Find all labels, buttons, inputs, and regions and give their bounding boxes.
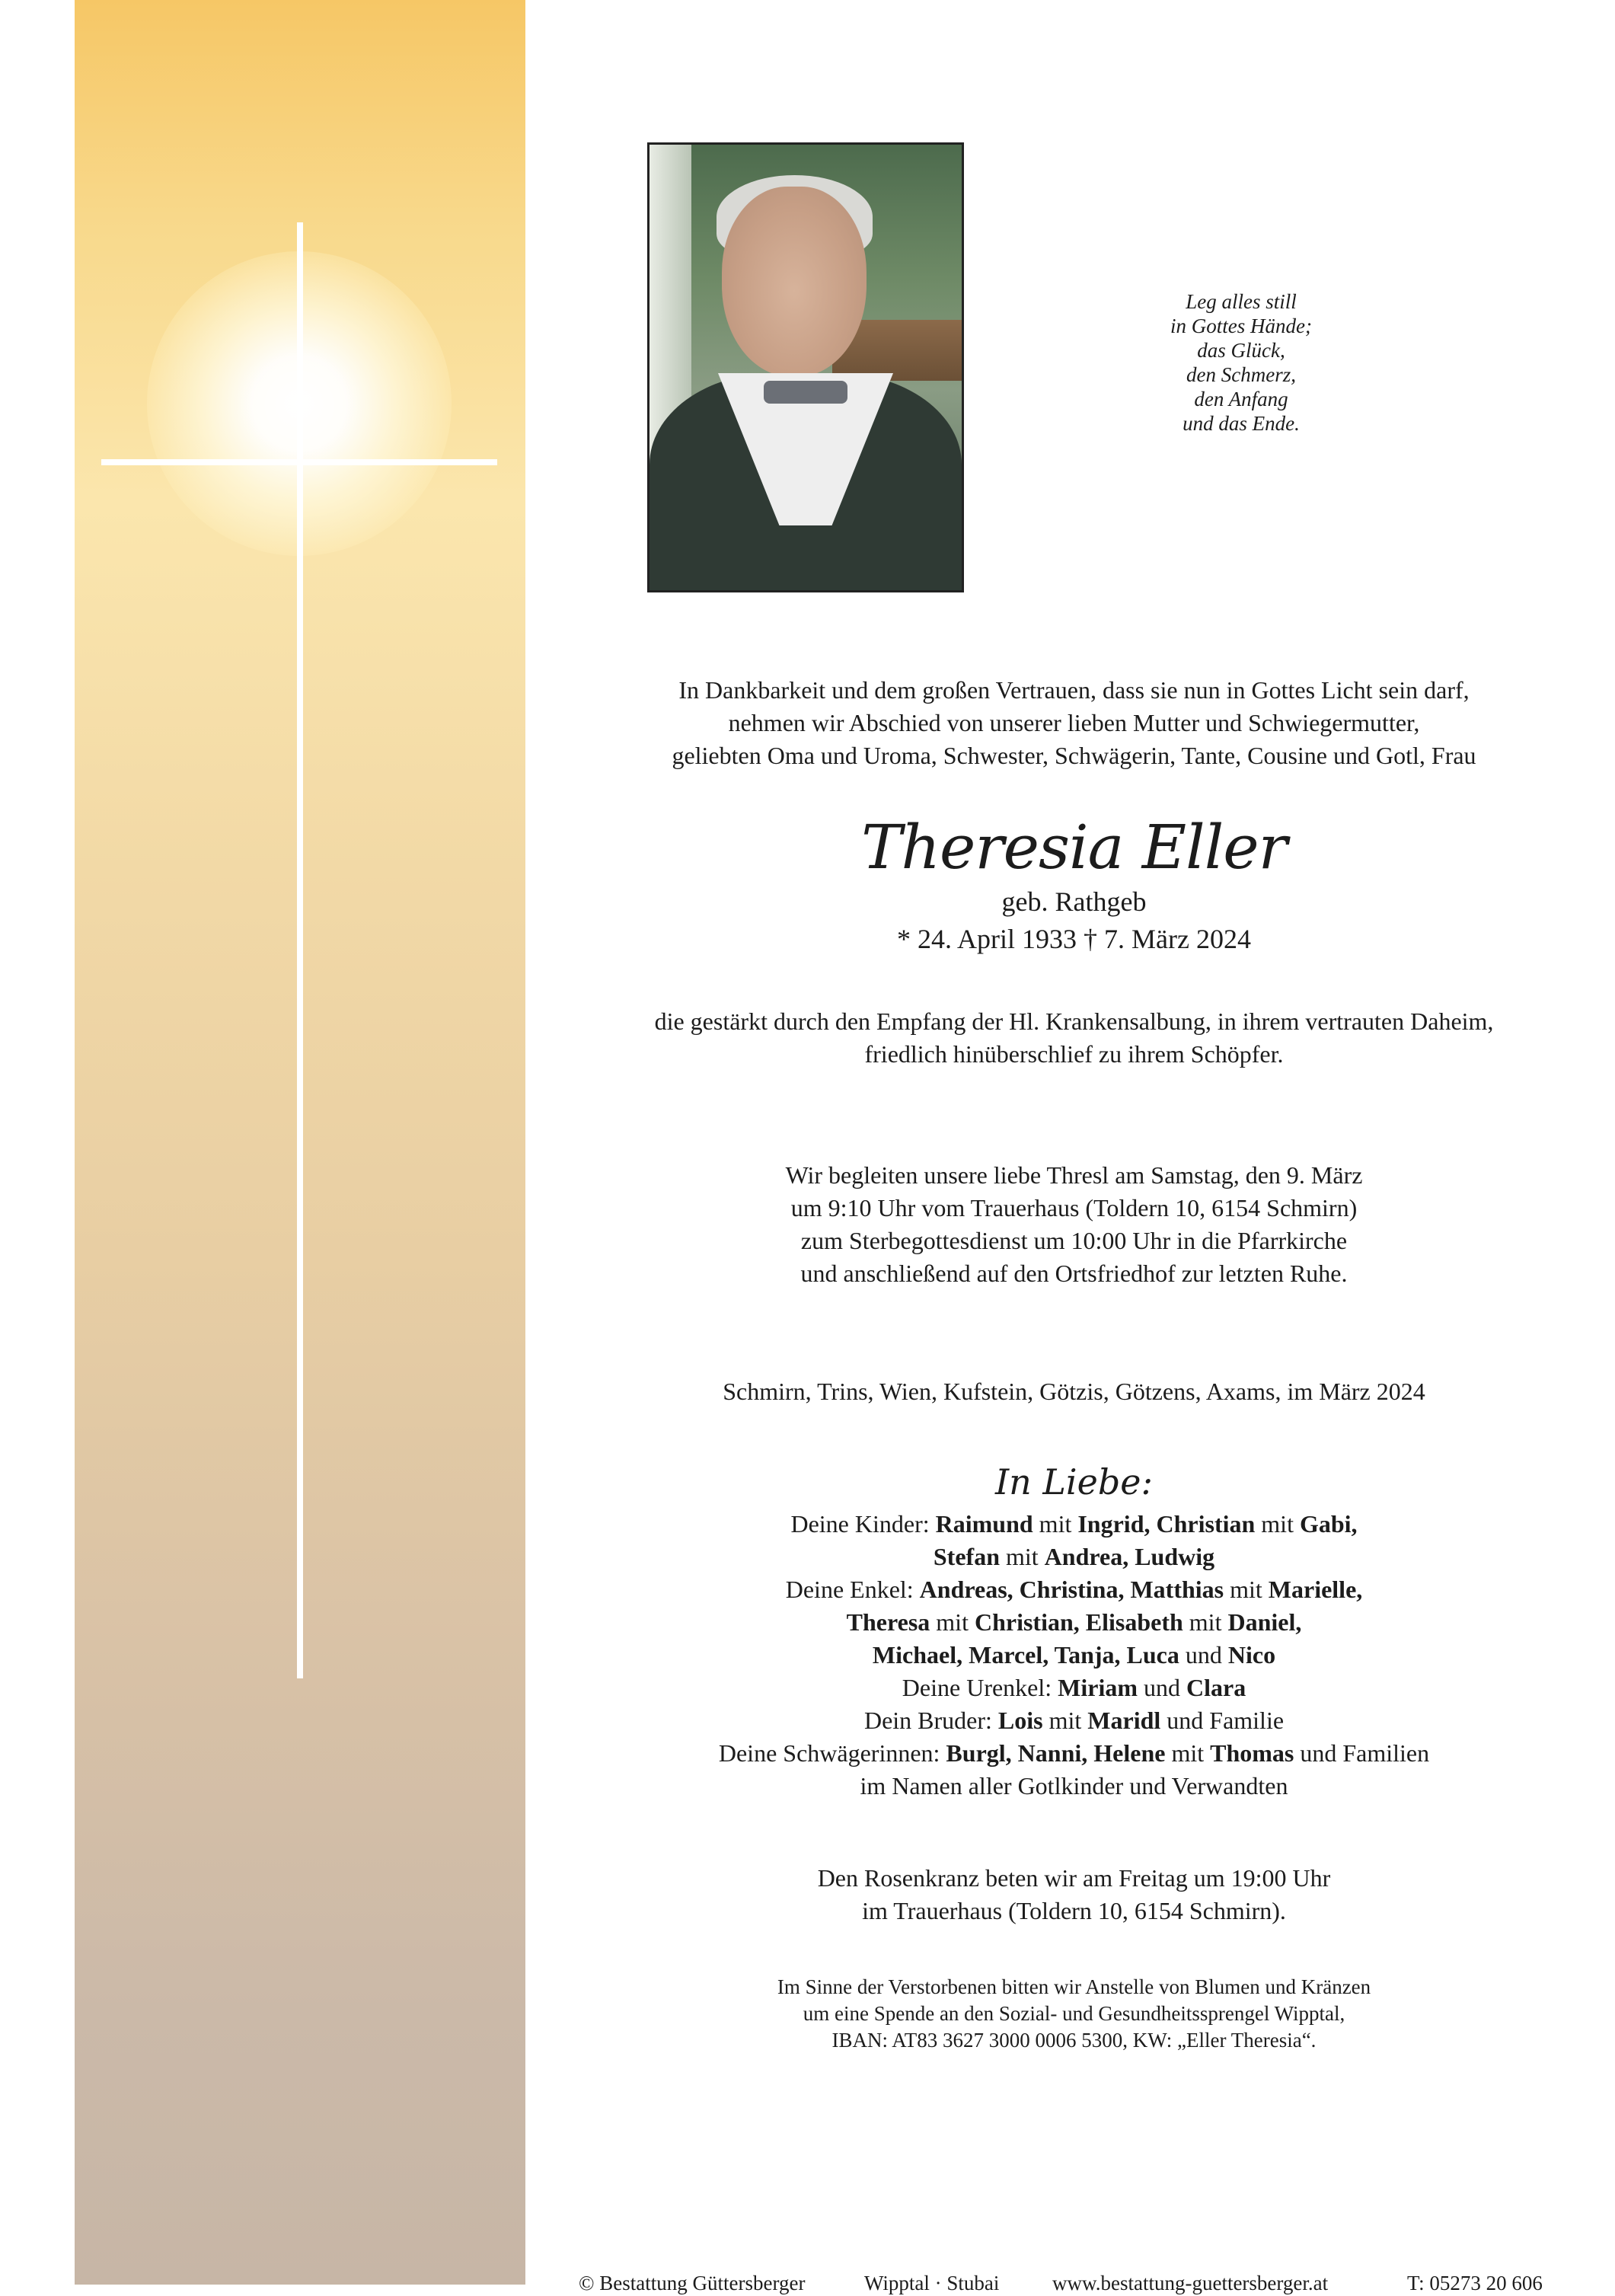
life-dates: * 24. April 1933 † 7. März 2024 — [897, 924, 1251, 954]
intro-line: geliebten Oma und Uroma, Schwester, Schwägerin, Tante, Cousine und Gotl, Frau — [672, 742, 1476, 769]
family-line-closing: im Namen aller Gotlkinder und Verwandten — [860, 1772, 1288, 1799]
passage-text — [533, 1005, 1615, 1071]
rosary-details — [533, 1862, 1615, 1927]
intro-line: In Dankbarkeit und dem großen Vertrauen, dass sie nun in Gottes Licht sein darf, — [678, 676, 1470, 704]
family-line-sisters-in-law: Deine Schwägerinnen: Burgl, Nanni, Helene mit Thomas und Familien — [718, 1739, 1430, 1767]
in-liebe-heading: In Liebe: — [994, 1461, 1154, 1502]
poem-line: den Schmerz, — [1186, 363, 1296, 386]
passage-line: friedlich hinüberschlief zu ihrem Schöpfer. — [864, 1040, 1284, 1068]
portrait-photo — [647, 142, 964, 592]
poem-line: den Anfang — [1194, 388, 1288, 410]
family-line-grandchildren-2: Theresa mit Christian, Elisabeth mit Daniel, — [846, 1608, 1302, 1636]
deceased-name: Theresia Eller — [861, 812, 1287, 883]
birth-name: geb. Rathgeb — [1001, 886, 1147, 917]
family-line-children: Deine Kinder: Raimund mit Ingrid, Christian mit Gabi, — [790, 1510, 1358, 1538]
cross-icon-horizontal — [101, 459, 497, 465]
poem-line: Leg alles still — [1186, 290, 1297, 313]
donation-line: IBAN: AT83 3627 3000 0006 5300, KW: „Eller Theresia“. — [831, 2029, 1317, 2052]
passage-line: die gestärkt durch den Empfang der Hl. Krankensalbung, in ihrem vertrauten Daheim, — [654, 1007, 1494, 1035]
family-line-grandchildren-3: Michael, Marcel, Tanja, Luca und Nico — [872, 1641, 1276, 1669]
rosary-line: im Trauerhaus (Toldern 10, 6154 Schmirn). — [862, 1897, 1286, 1924]
footer-region: Wipptal · Stubai — [864, 2272, 1000, 2294]
poem-line: und das Ende. — [1183, 412, 1300, 435]
intro-line: nehmen wir Abschied von unserer lieben Mutter und Schwiegermutter, — [728, 709, 1420, 736]
funeral-line: um 9:10 Uhr vom Trauerhaus (Toldern 10, 6154 Schmirn) — [790, 1194, 1358, 1221]
funeral-line: Wir begleiten unsere liebe Thresl am Samstag, den 9. März — [785, 1161, 1363, 1189]
intro-text — [533, 674, 1615, 772]
places-date-line: Schmirn, Trins, Wien, Kufstein, Götzis, Götzens, Axams, im März 2024 — [723, 1378, 1425, 1405]
family-list — [533, 1508, 1615, 1803]
funeral-details — [533, 1159, 1615, 1290]
poem-line: in Gottes Hände; — [1170, 315, 1312, 337]
family-line-children-2: Stefan mit Andrea, Ludwig — [933, 1543, 1215, 1570]
footer-website[interactable]: www.bestattung-guettersberger.at — [1052, 2272, 1329, 2294]
funeral-line: zum Sterbegottesdienst um 10:00 Uhr in die Pfarrkirche — [800, 1227, 1348, 1254]
poem-line: das Glück, — [1197, 339, 1285, 362]
donation-line: Im Sinne der Verstorbenen bitten wir Anstelle von Blumen und Kränzen — [777, 1975, 1371, 1998]
family-line-grandchildren: Deine Enkel: Andreas, Christina, Matthias mit Marielle, — [785, 1576, 1363, 1603]
footer-phone: T: 05273 20 606 — [1407, 2272, 1543, 2294]
rosary-line: Den Rosenkranz beten wir am Freitag um 19:00 Uhr — [817, 1864, 1331, 1892]
footer-company: © Bestattung Güttersberger — [579, 2272, 806, 2294]
donation-request — [533, 1974, 1615, 2054]
family-line-brother: Dein Bruder: Lois mit Maridl und Familie — [863, 1707, 1285, 1734]
family-line-great-grandchildren: Deine Urenkel: Miriam und Clara — [902, 1674, 1246, 1701]
donation-line: um eine Spende an den Sozial- und Gesundheitssprengel Wipptal, — [803, 2002, 1345, 2025]
poem — [1112, 289, 1371, 436]
decorative-banner — [75, 0, 525, 2285]
funeral-line: und anschließend auf den Ortsfriedhof zur letzten Ruhe. — [800, 1260, 1348, 1287]
cross-icon-vertical — [297, 222, 303, 1678]
